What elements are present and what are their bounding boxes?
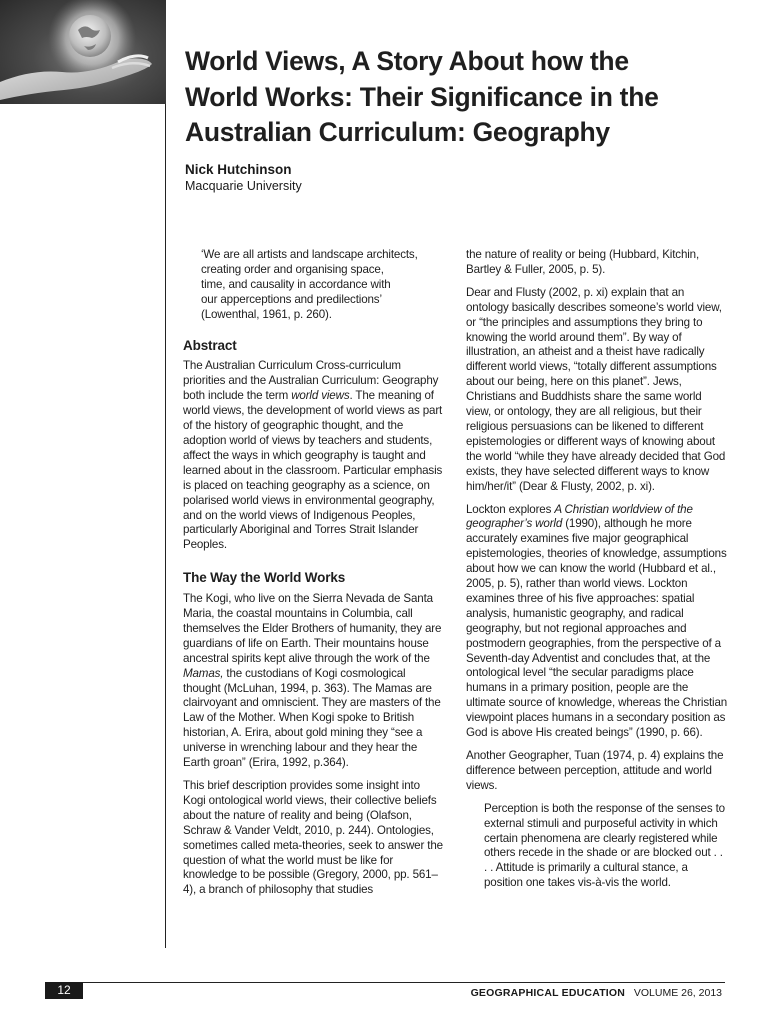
title-line: World Works: Their Significance in the: [185, 81, 659, 112]
abstract-heading: Abstract: [183, 337, 237, 353]
journal-footer: [471, 987, 722, 999]
ontology-continued-paragraph: the nature of reality or being (Hubbard, Kitchin, Bartley & Fuller, 2005, p. 5).: [466, 248, 700, 276]
header-photo: [0, 0, 166, 104]
abstract-text-a: The Australian Curriculum Cross-curriculum priorities and the Australian Curriculum: Geography both include the term: [183, 359, 439, 403]
title-line: World Views, A Story About how the: [185, 46, 629, 76]
vertical-rule: [165, 104, 166, 948]
author-name: Nick Hutchinson: [185, 162, 292, 177]
abstract-text-b: . The meaning of world views, the development of world views as part of the history of geographic thought, and the adoption world of views by teachers and students, affect the ways in which geography is taught and learned about in the classroom. Particular emphasis is placed on teaching geography as a science, on polarised world views in environmental geography, and on the world views of Indigenous Peoples, particularly Aboriginal and Torres Strait Islander Peoples.: [183, 389, 443, 552]
lockton-title: A Christian worldview of the geographer’s world: [466, 502, 693, 531]
abstract-term: world views: [291, 389, 350, 403]
footer-rule: [45, 982, 725, 983]
lockton-text-b: (1990), although he more accurately examines five major geographical epistemologies, theories of knowledge, assumptions about how we can know the world (Hubbard et al., 2005, p. 5), rather than world views. Lockton examines three of his five approaches: spatial analysis, humanistic geography, and radical geography, but not regional approaches and postmodern geographies, from the perspective of a Seventh-day Adventist and concludes that, at the ontological level “the secular paradigms place humans in a primary position, people are the ultimate source of knowledge, whereas the Christian viewpoint places humans in a secondary position as God is above His created beings” (1990, p. 66).: [466, 517, 728, 740]
tuan-blockquote: Perception is both the response of the senses to external stimuli and purposeful activity in which certain phenomena are clearly registered while others recede in the shade or are blocked out . . . . Attitude is primarily a cultural stance, a position one takes vis-à-vis the world.: [484, 801, 725, 890]
dear-flusty-paragraph: Dear and Flusty (2002, p. xi) explain that an ontology basically describes someone’s world view, or “the principles and assumptions they bring to knowing the world around them”. By way of illustration, an atheist and a theist have radically different world views, “totally different assumptions about our being, here on this planet”. Jews, Christians and Buddhists share the same world view, or ontology, they are all religious, but their religious persuasions can be likened to different epistemologies or different ways of knowing about the world “while they have already decided that God exists, they have selected different ways to know him/her/it” (Dear & Flusty, 2002, p. xi).: [466, 285, 726, 493]
journal-volume: VOLUME 26, 2013: [633, 987, 722, 999]
abstract-text: [183, 359, 445, 553]
journal-name: GEOGRAPHICAL EDUCATION: [470, 987, 626, 999]
page-number: 12: [45, 982, 83, 999]
epigraph-line: creating order and organising space,: [201, 262, 384, 276]
kogi-paragraph: [183, 592, 445, 771]
lockton-paragraph: [466, 503, 728, 742]
article-title: [185, 44, 745, 151]
kogi-text-a: The Kogi, who live on the Sierra Nevada de Santa Maria, the coastal mountains in Columbia, call themselves the Elder Brothers of humanity, they are guardians of life on Earth. Their mountains house ancestral spirits kept alive through the work of the: [183, 592, 442, 665]
globe-in-hand-icon: [0, 0, 166, 104]
epigraph-line: our apperceptions and predilections’: [201, 292, 382, 306]
epigraph-line: (Lowenthal, 1961, p. 260).: [201, 307, 332, 321]
left-column: [183, 248, 445, 906]
ontology-paragraph: This brief description provides some insight into Kogi ontological world views, their collective beliefs about the nature of reality and being (Olafson, Schraw & Vander Veldt, 2010, p. 244). Ontologies, sometimes called meta-theories, seek to answer the question of what the world must be like for knowledge to be possible (Gregory, 2000, pp. 561–4), a branch of philosophy that studies: [183, 779, 443, 897]
right-column: [466, 248, 728, 899]
tuan-paragraph: Another Geographer, Tuan (1974, p. 4) explains the difference between perception, attitude and world views.: [466, 749, 724, 792]
title-line: Australian Curriculum: Geography: [185, 117, 610, 147]
section-heading: The Way the World Works: [183, 570, 346, 586]
lockton-text-a: Lockton explores: [466, 502, 555, 516]
kogi-text-b: the custodians of Kogi cosmological thought (McLuhan, 1994, p. 363). The Mamas are clairvoyant and omniscient. They are masters of the Law of the Mother. When Kogi spoke to British historian, A. Erira, about gold mining they “see a universe in wrenching labour and they hear the Earth groan” (Erira, 1992, p.364).: [183, 666, 441, 770]
kogi-term: Mamas,: [183, 666, 224, 680]
epigraph: [201, 248, 445, 323]
author-affiliation: Macquarie University: [185, 179, 302, 193]
epigraph-line: time, and causality in accordance with: [201, 277, 391, 291]
epigraph-line: ‘We are all artists and landscape architects,: [201, 248, 418, 261]
